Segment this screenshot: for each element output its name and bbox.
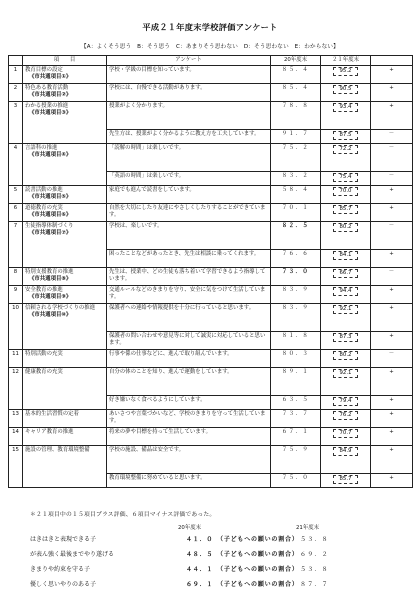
change-mark: + [371, 396, 413, 410]
change-mark: + [371, 368, 413, 396]
change-mark: － [371, 130, 413, 144]
change-mark: + [371, 474, 413, 488]
change-mark: － [371, 222, 413, 250]
question-cell: 自分の体のことを知り、進んで運動をしています。 [107, 368, 271, 396]
row-number: 13 [9, 410, 23, 428]
change-mark: + [371, 250, 413, 268]
score-21: 85.7 [333, 205, 357, 214]
change-mark: + [371, 428, 413, 446]
item-sublabel: 《市共通項目⑦》 [29, 230, 72, 237]
score-21: 66.7 [333, 269, 357, 278]
score-21-cell [321, 250, 371, 268]
question-cell: 学校は、楽しいです。 [107, 222, 271, 250]
score-20: ７３．０ [271, 268, 321, 286]
score-20: ７５．０ [271, 474, 321, 488]
score-20: ６７．１ [271, 428, 321, 446]
question-cell: 保護者の問い合わせや意見等に対して誠実に対応していると思います。 [107, 332, 271, 350]
score-20: ８２．５ [271, 222, 321, 250]
item-cell [23, 446, 107, 488]
summary-value-20 [186, 549, 299, 558]
question-cell: 行事や係の仕事などに、進んで取り組んでいます。 [107, 350, 271, 368]
item-sublabel: 《市共通項目⑤》 [29, 194, 72, 201]
table-row [9, 350, 413, 368]
score-21: 76.2 [333, 411, 357, 420]
item-sublabel: 《市共通項目④》 [29, 152, 72, 159]
item-label: 安全教育の推進 [25, 287, 63, 293]
table-row [9, 368, 413, 396]
summary-label: きまりや約束を守る子 [30, 566, 91, 573]
header-item: 項 目 [23, 56, 107, 66]
score-21-cell [321, 350, 371, 368]
score-21-cell [321, 368, 371, 396]
change-mark: + [371, 186, 413, 204]
item-cell [23, 304, 107, 350]
item-cell [23, 268, 107, 286]
item-label: 生徒指導体制づくり [25, 223, 74, 229]
score-20: ７３．７ [271, 410, 321, 428]
score-21-cell [321, 428, 371, 446]
table-row [9, 186, 413, 204]
item-label: 特別活動の充実 [25, 351, 63, 357]
table-row [9, 410, 413, 428]
change-mark: － [371, 350, 413, 368]
summary-label: が表ん強く最後までやり遂げる [30, 551, 115, 558]
item-sublabel: 《市共通項目③》 [29, 110, 72, 117]
item-label: キャリア教育の推進 [25, 429, 74, 435]
table-row [9, 446, 413, 474]
score-21: 93.4 [333, 103, 357, 112]
question-cell: 交通ルールなどのきまりを守り、安全に気をつけて生活しています。 [107, 286, 271, 304]
item-label: 言語科の推進 [25, 145, 58, 151]
item-sublabel: 《市共通項目②》 [29, 92, 72, 99]
item-label: わかる授業の推進 [25, 103, 69, 109]
header-question: アンケート [107, 56, 271, 66]
question-cell: 家庭でも進んで読書をしています。 [107, 186, 271, 204]
item-sublabel: 《市共通項目⑧》 [29, 276, 72, 283]
score-21-cell [321, 66, 371, 84]
summary-value-20 [186, 534, 299, 543]
item-cell [23, 186, 107, 204]
score-21: 84.1 [333, 251, 357, 260]
question-cell: 教育環境整備に努めていると思います。 [107, 474, 271, 488]
summary-value-20-note: （子どもへの願いの割合） [220, 566, 299, 573]
summary-value-21: ５３．８ [300, 566, 329, 573]
score-21-cell [321, 222, 371, 250]
question-cell: 先生方は、授業がよく分かるように教え方を工夫しています。 [107, 130, 271, 144]
score-21: 92.1 [333, 369, 357, 378]
row-number: 12 [9, 368, 23, 410]
score-20: ５８．４ [271, 186, 321, 204]
change-mark: + [371, 304, 413, 332]
item-cell [23, 144, 107, 186]
change-mark: － [371, 268, 413, 286]
score-21: 72.2 [333, 145, 357, 154]
change-mark: + [371, 66, 413, 84]
score-20: ８３．２ [271, 172, 321, 186]
score-21-cell [321, 186, 371, 204]
question-cell: 困ったことなどがあったとき、先生は相談に乗ってくれます。 [107, 250, 271, 268]
table-row [9, 286, 413, 304]
score-21-cell [321, 172, 371, 186]
score-21: 90.5 [333, 85, 357, 94]
score-21: 70.0 [333, 187, 357, 196]
summary-value-20 [186, 579, 299, 588]
table-row [9, 204, 413, 222]
survey-table [8, 55, 413, 488]
header-y21: ２１年度末 [321, 56, 371, 66]
item-sublabel: 《市共通項目①》 [29, 74, 72, 81]
question-cell: 将来の夢や目標を持って生活しています。 [107, 428, 271, 446]
change-mark: + [371, 332, 413, 350]
score-21: 79.4 [333, 397, 357, 406]
score-20: ６３．５ [271, 396, 321, 410]
item-cell [23, 368, 107, 410]
row-number: 7 [9, 222, 23, 268]
item-label: 道徳教育の充実 [25, 205, 63, 211]
summary-value-21: ６９．２ [300, 551, 329, 558]
change-mark: + [371, 286, 413, 304]
row-number: 5 [9, 186, 23, 204]
item-label: 施設の管理、教育環境整備 [25, 447, 90, 453]
table-row [9, 66, 413, 84]
score-21-cell [321, 410, 371, 428]
summary-value-20-number: ４１．０ [186, 536, 214, 543]
score-21: 87.5 [333, 131, 357, 140]
score-20: ７０．１ [271, 204, 321, 222]
score-21: 92.1 [333, 305, 357, 314]
score-21: 84.9 [333, 447, 357, 456]
item-sublabel: 《市共通項目⑨》 [29, 294, 72, 301]
score-20: ８５．４ [271, 84, 321, 102]
change-mark: + [371, 84, 413, 102]
score-21: 75.4 [333, 173, 357, 182]
score-20: ７８．８ [271, 102, 321, 130]
summary-value-20-number: ４８．５ [186, 551, 214, 558]
change-mark: － [371, 172, 413, 186]
change-mark: + [371, 410, 413, 428]
score-21-cell [321, 204, 371, 222]
score-21: 80.2 [333, 223, 357, 232]
score-21-cell [321, 144, 371, 172]
question-cell: 「英語の時間」は楽しいです。 [107, 172, 271, 186]
score-21-cell [321, 396, 371, 410]
question-cell: 授業がよく分かります。 [107, 102, 271, 130]
survey-body [9, 66, 413, 488]
item-cell [23, 204, 107, 222]
row-number: 2 [9, 84, 23, 102]
score-20: ８０．３ [271, 350, 321, 368]
item-sublabel: 《市共通項目⑥》 [29, 212, 72, 219]
summary-value-20-note: （子どもへの願いの割合） [220, 581, 299, 588]
row-number: 14 [9, 428, 23, 446]
summary-value-21: ８７．７ [300, 581, 329, 588]
score-21: 94.4 [333, 287, 357, 296]
table-row [9, 144, 413, 172]
summary-value-20 [186, 564, 299, 573]
score-21-cell [321, 474, 371, 488]
score-21: 87.3 [333, 333, 357, 342]
score-21-cell [321, 268, 371, 286]
item-cell [23, 102, 107, 144]
score-20: ８９．１ [271, 368, 321, 396]
item-label: 基本的生活習慣の定着 [25, 411, 79, 417]
score-20: ８１．８ [271, 332, 321, 350]
item-label: 信頼される学校づくりの推進 [25, 305, 96, 311]
item-label: 読書活動の推進 [25, 187, 63, 193]
score-21-cell [321, 84, 371, 102]
score-21-cell [321, 332, 371, 350]
question-cell: 好き嫌いなく食べるようにしています。 [107, 396, 271, 410]
score-20: ８５．４ [271, 66, 321, 84]
table-row [9, 222, 413, 250]
score-20: ９１．７ [271, 130, 321, 144]
question-cell: 保護者への連絡や情報提供を十分に行っていると思います。 [107, 304, 271, 332]
score-21: 95.2 [333, 67, 357, 76]
item-cell [23, 286, 107, 304]
summary-value-20-number: ６９．１ [186, 581, 214, 588]
score-20: ７５．２ [271, 144, 321, 172]
item-label: 特別支援教育の推進 [25, 269, 74, 275]
summary-value-20-number: ４４．１ [186, 566, 214, 573]
question-cell: 学校には、自慢できる活動があります。 [107, 84, 271, 102]
row-number: 9 [9, 286, 23, 304]
item-cell [23, 222, 107, 268]
score-21-cell [321, 286, 371, 304]
header-y20: 20年度末 [271, 56, 321, 66]
score-20: ７５．９ [271, 446, 321, 474]
score-21: 70.7 [333, 429, 357, 438]
summary-label: はきはきと表現できる子 [30, 536, 97, 543]
row-number: 15 [9, 446, 23, 488]
item-cell [23, 350, 107, 368]
question-cell: 先生は、授業中、どの生徒も落ち着いて学習できるよう指導しています。 [107, 268, 271, 286]
table-row [9, 84, 413, 102]
change-mark: － [371, 144, 413, 172]
change-mark: + [371, 204, 413, 222]
change-mark: + [371, 446, 413, 474]
question-cell: 学校・学級の目標を知っています。 [107, 66, 271, 84]
score-21-cell [321, 304, 371, 332]
table-header-row [9, 56, 413, 66]
row-number: 11 [9, 350, 23, 368]
summary-label: 優しく思いやりのある子 [30, 581, 97, 588]
row-number: 6 [9, 204, 23, 222]
table-row [9, 268, 413, 286]
document-title: 平成２１年度末学校評価アンケート [142, 22, 278, 32]
summary-header-20: 20年度末 [178, 525, 202, 531]
summary-value-20-note: （子どもへの願いの割合） [220, 536, 299, 543]
row-number: 10 [9, 304, 23, 350]
item-cell [23, 428, 107, 446]
item-sublabel: 《市共通項目⑩》 [29, 312, 72, 319]
table-row [9, 102, 413, 130]
score-21-cell [321, 130, 371, 144]
summary-note: ＊２１項目中の１５項目プラス評価、６項目マイナス評価であった。 [30, 512, 216, 518]
question-cell: 学校の施設、備品は安全です。 [107, 446, 271, 474]
table-row [9, 304, 413, 332]
answer-legend: 【A：よくそう思う B：そう思う C：あまりそう思わない D：そう思わない E：わからない】 [81, 44, 339, 50]
summary-value-20-note: （子どもへの願いの割合） [220, 551, 299, 558]
item-cell [23, 66, 107, 84]
summary-value-21: ５３．８ [300, 536, 329, 543]
question-cell: 「読解の時間」は楽しいです。 [107, 144, 271, 172]
question-cell: あいさつや言葉づかいなど、学校のきまりを守って生活しています。 [107, 410, 271, 428]
question-cell: 自然を大切にしたり友達にやさしくしたりすることができています。 [107, 204, 271, 222]
score-20: ８３．９ [271, 304, 321, 332]
score-21-cell [321, 446, 371, 474]
item-label: 健康教育の充実 [25, 369, 63, 375]
row-number: 8 [9, 268, 23, 286]
summary-header-21: 21年度末 [296, 525, 320, 531]
score-21: 85.7 [333, 475, 357, 484]
item-label: 特色ある教育活動 [25, 85, 69, 91]
score-20: ７６．６ [271, 250, 321, 268]
score-21: 80.2 [333, 351, 357, 360]
item-cell [23, 410, 107, 428]
table-row [9, 428, 413, 446]
item-cell [23, 84, 107, 102]
item-label: 教育目標の設定 [25, 67, 63, 73]
row-number: 3 [9, 102, 23, 144]
row-number: 4 [9, 144, 23, 186]
row-number: 1 [9, 66, 23, 84]
score-20: ８３．９ [271, 286, 321, 304]
change-mark: + [371, 102, 413, 130]
score-21-cell [321, 102, 371, 130]
